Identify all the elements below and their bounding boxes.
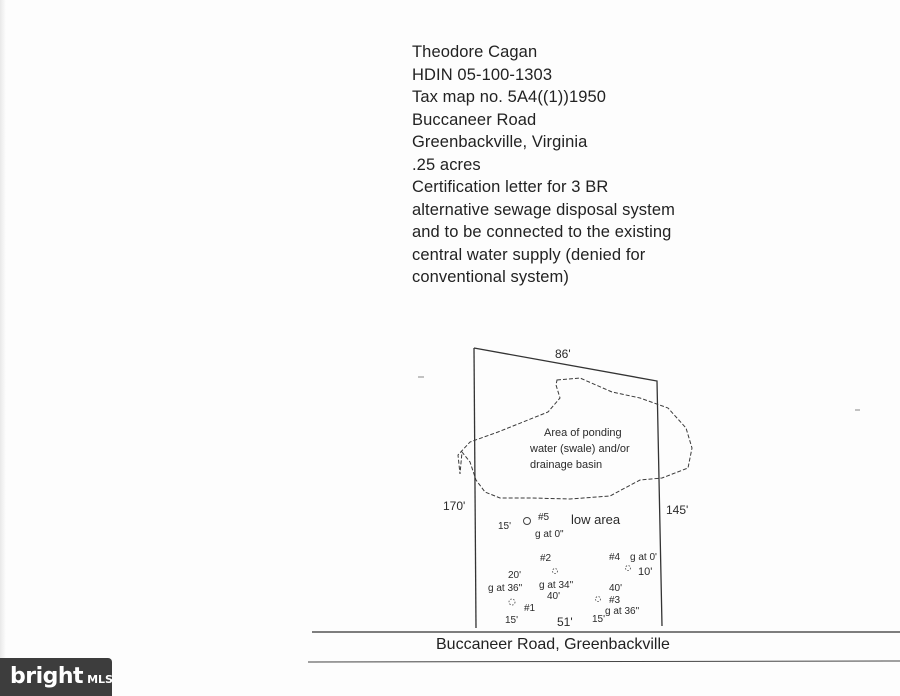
test-hole-2-groundwater: g at 34": [539, 580, 574, 591]
test-hole-5-distance: 15': [498, 521, 512, 532]
ponding-label-line-2: water (swale) and/or: [530, 443, 630, 455]
test-hole-5-groundwater: g at 0": [535, 529, 564, 540]
certification-line-5: conventional system): [412, 268, 569, 286]
lot-left-boundary: [474, 348, 476, 628]
certification-line-2: alternative sewage disposal system: [412, 200, 675, 219]
test-hole-2-distance: 40': [547, 591, 561, 602]
ponding-label-line-1: Area of ponding: [544, 427, 622, 439]
test-hole-3-distance-bottom: 15': [592, 614, 606, 625]
test-hole-4-label: #4: [609, 552, 621, 563]
right-dimension: 145': [666, 503, 689, 517]
bright-mls-watermark: [0, 658, 112, 696]
test-hole-1-groundwater: g at 36": [488, 583, 523, 594]
test-hole-1-distance-top: 20': [508, 570, 522, 581]
test-hole-2-marker: [553, 569, 558, 574]
ponding-label-line-3: drainage basin: [530, 459, 603, 471]
test-hole-3-marker: [596, 597, 601, 602]
certification-line-3: and to be connected to the existing: [412, 223, 672, 241]
street-name: Buccaneer Road: [412, 110, 537, 129]
hdin-number: HDIN 05-100-1303: [412, 65, 553, 84]
test-hole-4-marker: [626, 566, 631, 571]
watermark-brand: bright: [10, 664, 84, 689]
low-area-label: low area: [571, 512, 621, 527]
test-hole-1-distance-bottom: 15': [505, 615, 519, 626]
certification-line-4: central water supply (denied for: [412, 245, 646, 264]
test-hole-3-distance-top: 40': [609, 583, 623, 594]
test-hole-3-groundwater: g at 36": [605, 606, 640, 617]
certification-line-1: Certification letter for 3 BR: [412, 178, 609, 196]
test-hole-1-label: #1: [524, 603, 536, 614]
left-dimension: 170': [443, 499, 466, 513]
road-label: Buccaneer Road, Greenbackville: [436, 636, 670, 653]
city-state: Greenbackville, Virginia: [412, 133, 588, 151]
tax-map-number: Tax map no. 5A4((1))1950: [412, 88, 607, 106]
road-edge-bottom: [308, 661, 900, 662]
test-hole-2-label: #2: [540, 553, 552, 564]
test-hole-4-groundwater: g at 0': [630, 552, 657, 563]
test-hole-1-marker: [509, 599, 515, 605]
test-hole-4-distance: 10': [638, 566, 653, 578]
test-hole-5-marker: [524, 518, 531, 525]
lot-acreage: .25 acres: [412, 155, 481, 174]
owner-name: Theodore Cagan: [412, 43, 538, 61]
test-hole-5-label: #5: [538, 512, 550, 523]
watermark-suffix: MLS: [87, 672, 113, 686]
bottom-dimension: 51': [557, 615, 573, 629]
top-dimension: 86': [555, 347, 571, 361]
test-hole-3-label: #3: [609, 595, 621, 606]
